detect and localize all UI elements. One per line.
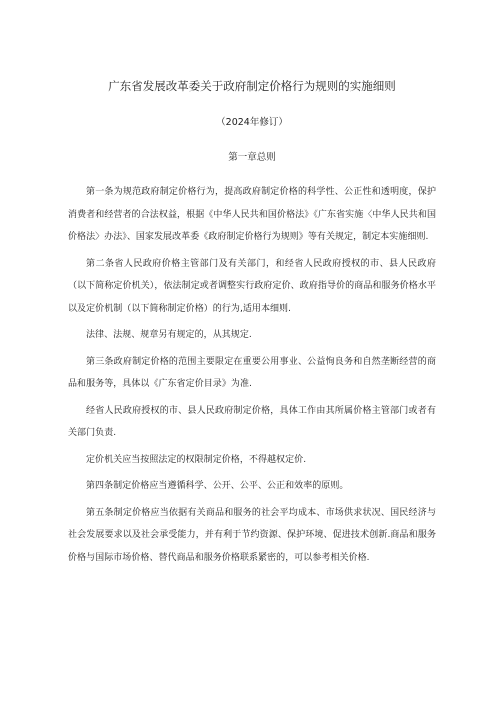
article-2-note-paragraph: 法律、法规、规章另有规定的，从其规定.: [86, 330, 252, 340]
article-2-paragraph: 第二条省人民政府价格主管部门及有关部门，和经省人民政府授权的市、县人民政府（以下简称定价机关），依法制定或者调整实行政府定价、政府指导价的商品和服务价格水平以及定价机制（以下简称制定价格）的行为,适用本细则.: [68, 258, 436, 314]
chapter-heading: 第一章总则: [228, 152, 276, 163]
article-3-note-paragraph: 定价机关应当按照法定的权限制定价格，不得越权定价.: [86, 454, 307, 465]
document-body: [68, 181, 436, 569]
article-1-paragraph: 第一条为规范政府制定价格行为，提高政府制定价格的科学性、公正性和透明度，保护消费者和经营者的合法权益，根据《中华人民共和国价格法》《广东省实施〈中华人民共和国价格法〉办法》、国家发展改革委《政府制定价格行为规则》等有关规定，制定本实施细则.: [68, 187, 436, 242]
article-4-paragraph: 第四条制定价格应当遵循科学、公开、公平、公正和效率的原则。: [86, 481, 349, 491]
article-5-paragraph: 第五条制定价格应当依据有关商品和服务的社会平均成本、市场供求状况、国民经济与社会发展要求以及社会承受能力，并有利于节约资源、保护环境、促进技术创新.商品和服务价格与国际市场价格、替代商品和服务价格联系紧密的，可以参考相关价格.: [68, 507, 436, 563]
document-title: 广东省发展改革委关于政府制定价格行为规则的实施细则: [108, 79, 396, 93]
article-3-sub-paragraph: 经省人民政府授权的市、县人民政府制定价格，具体工作由其所属价格主管部门或者有关部门负责.: [68, 405, 436, 438]
article-3-paragraph: 第三条政府制定价格的范围主要限定在重要公用事业、公益恂良务和自然垄断经营的商品和服务等，具体以《广东省定价目录》为准.: [68, 356, 436, 389]
document-subtitle: （2024年修订）: [216, 117, 288, 128]
